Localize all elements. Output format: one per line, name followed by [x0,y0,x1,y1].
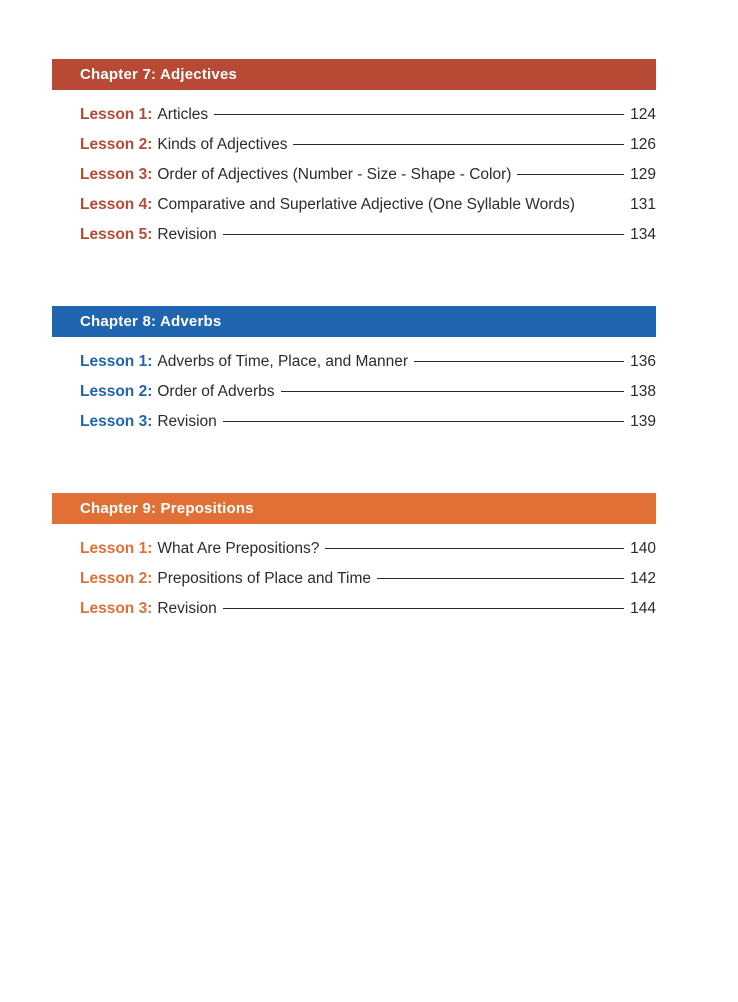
lesson-label: Lesson 3: [80,413,153,430]
lesson-title: Revision [157,226,217,243]
page-number: 142 [630,570,656,587]
lesson-entry[interactable] [52,564,656,594]
chapter-header: Chapter 8: Adverbs [52,306,656,337]
lesson-label: Lesson 1: [80,540,153,557]
lesson-label: Lesson 1: [80,106,153,123]
lesson-title: Prepositions of Place and Time [157,570,372,587]
lesson-list [52,337,656,437]
page-number: 126 [630,136,656,153]
lesson-label: Lesson 2: [80,570,153,587]
page-number: 124 [630,106,656,123]
chapter-8-section [52,306,656,437]
lesson-title: Revision [157,600,217,617]
dot-leader [214,114,624,115]
lesson-title: Revision [157,413,217,430]
dot-leader [517,174,624,175]
lesson-title: Order of Adverbs [157,383,275,400]
lesson-label: Lesson 2: [80,383,153,400]
page-number: 136 [630,353,656,370]
dot-leader [293,144,624,145]
lesson-label: Lesson 1: [80,353,153,370]
dot-leader [223,608,624,609]
lesson-entry[interactable] [52,407,656,437]
lesson-label: Lesson 5: [80,226,153,243]
lesson-label: Lesson 3: [80,166,153,183]
lesson-entry[interactable] [52,100,656,130]
lesson-entry[interactable] [52,534,656,564]
table-of-contents [52,59,656,680]
dot-leader [223,421,624,422]
dot-leader [325,548,624,549]
lesson-entry[interactable] [52,190,656,220]
page-number: 129 [630,166,656,183]
page-number: 144 [630,600,656,617]
dot-leader [414,361,624,362]
lesson-entry[interactable] [52,130,656,160]
lesson-title: What Are Prepositions? [157,540,320,557]
lesson-title: Comparative and Superlative Adjective (One Syllable Words) [157,196,575,213]
lesson-title: Adverbs of Time, Place, and Manner [157,353,409,370]
lesson-entry[interactable] [52,594,656,624]
page-number: 138 [630,383,656,400]
dot-leader [281,391,624,392]
lesson-title: Order of Adjectives (Number - Size - Shape - Color) [157,166,512,183]
page-number: 134 [630,226,656,243]
lesson-list [52,524,656,624]
chapter-header: Chapter 9: Prepositions [52,493,656,524]
page-number: 139 [630,413,656,430]
lesson-label: Lesson 2: [80,136,153,153]
lesson-entry[interactable] [52,160,656,190]
page-number: 131 [630,196,656,213]
chapter-9-section [52,493,656,624]
lesson-title: Kinds of Adjectives [157,136,288,153]
chapter-header: Chapter 7: Adjectives [52,59,656,90]
lesson-entry[interactable] [52,377,656,407]
dot-leader [223,234,624,235]
lesson-entry[interactable] [52,347,656,377]
lesson-title: Articles [157,106,209,123]
lesson-label: Lesson 3: [80,600,153,617]
lesson-entry[interactable] [52,220,656,250]
chapter-7-section [52,59,656,250]
page-number: 140 [630,540,656,557]
lesson-label: Lesson 4: [80,196,153,213]
dot-leader [377,578,624,579]
lesson-list [52,90,656,250]
